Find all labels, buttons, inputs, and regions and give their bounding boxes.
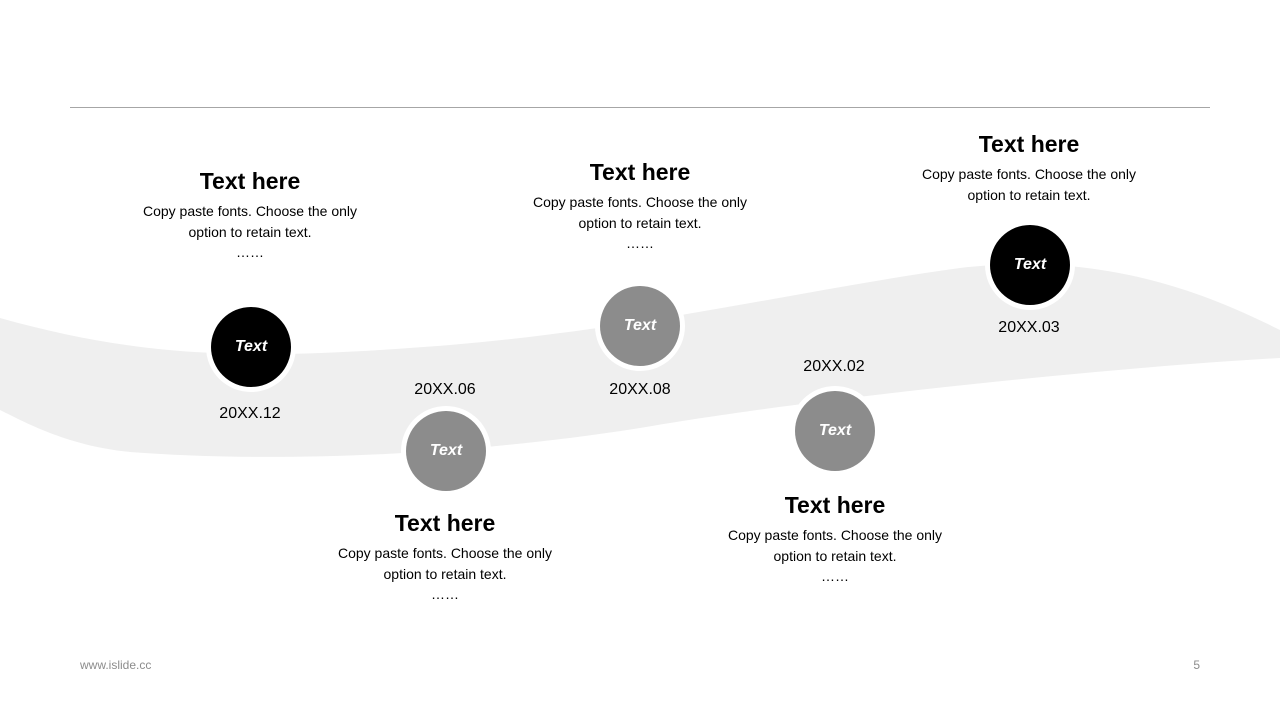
- node-ellipsis: ……: [626, 235, 654, 251]
- node-title: Text here: [784, 492, 886, 518]
- node-title: Text here: [978, 131, 1080, 157]
- timeline-node-2: [325, 509, 565, 601]
- timeline-marker-2: Text: [406, 411, 486, 491]
- timeline-marker-1: Text: [211, 307, 291, 387]
- node-description: Copy paste fonts. Choose the only option to retain text.: [532, 194, 748, 231]
- node-ellipsis: ……: [821, 568, 849, 584]
- node-description: Copy paste fonts. Choose the only option to retain text.: [727, 527, 943, 564]
- node-title: Text here: [589, 159, 691, 185]
- timeline-node-3: [520, 158, 760, 250]
- node-date-2: 20XX.06: [414, 381, 476, 398]
- node-title: Text here: [199, 168, 301, 194]
- timeline-marker-3: Text: [600, 286, 680, 366]
- node-description: Copy paste fonts. Choose the only option to retain text.: [142, 203, 358, 240]
- node-description: Copy paste fonts. Choose the only option to retain text.: [337, 545, 553, 582]
- node-description: Copy paste fonts. Choose the only option to retain text.: [921, 166, 1137, 203]
- timeline-node-4: [715, 491, 955, 583]
- node-date-1: 20XX.12: [219, 405, 281, 422]
- timeline-marker-4: Text: [795, 391, 875, 471]
- node-date-5: 20XX.03: [998, 319, 1060, 336]
- node-ellipsis: ……: [236, 244, 264, 260]
- timeline-node-5: [909, 130, 1149, 206]
- node-title: Text here: [394, 510, 496, 536]
- node-ellipsis: ……: [431, 586, 459, 602]
- node-date-4: 20XX.02: [803, 358, 865, 375]
- node-date-3: 20XX.08: [609, 381, 671, 398]
- page-number: 5: [1193, 658, 1200, 672]
- timeline-marker-5: Text: [990, 225, 1070, 305]
- footer-website: www.islide.cc: [80, 658, 152, 672]
- timeline-node-1: [130, 167, 370, 259]
